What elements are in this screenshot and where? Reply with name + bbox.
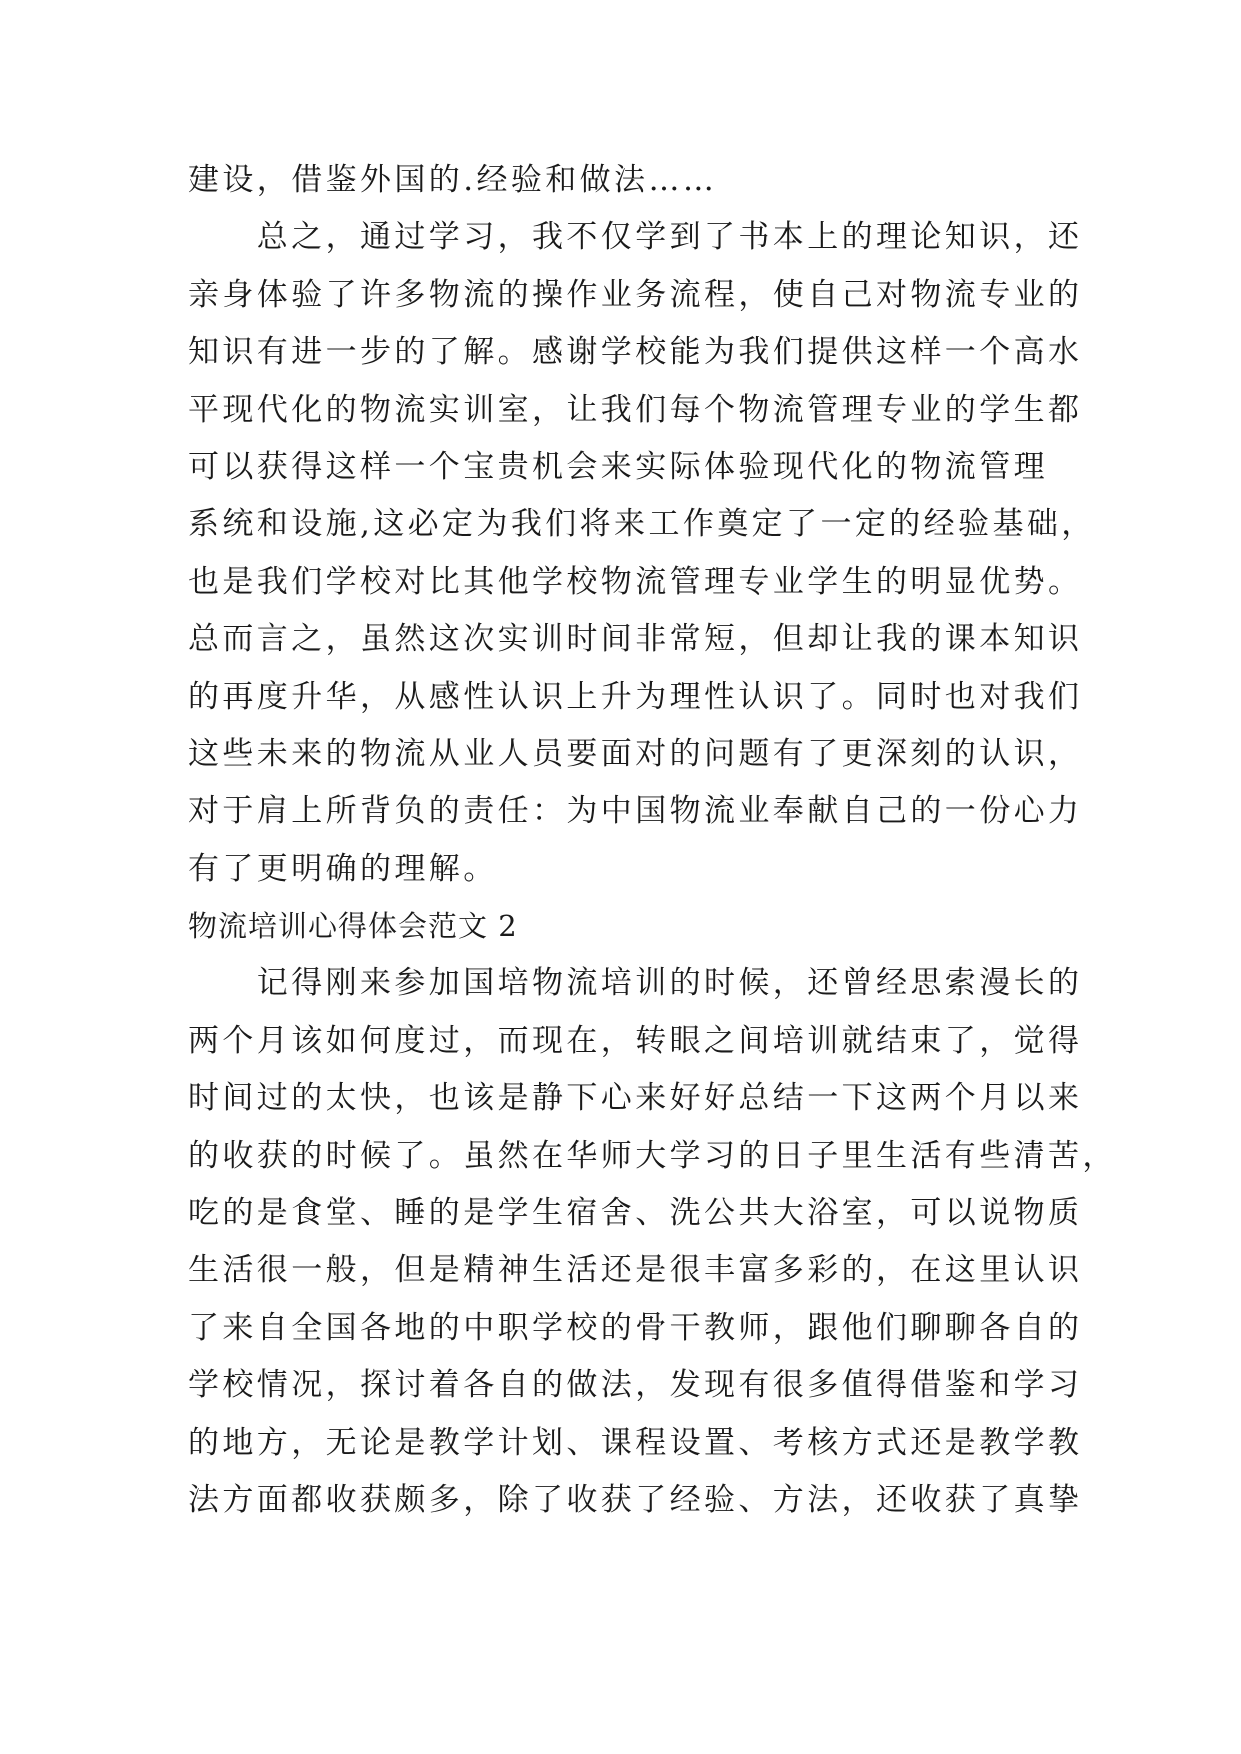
text-line: 也是我们学校对比其他学校物流管理专业学生的明显优势。 [188, 563, 1083, 600]
text-line: 建设，借鉴外国的.经验和做法…… [188, 162, 718, 198]
text-line: 学校情况，探讨着各自的做法，发现有很多值得借鉴和学习 [188, 1367, 1083, 1404]
text-line: 的收获的时候了。虽然在华师大学习的日子里生活有些清苦， [188, 1137, 1117, 1174]
text-line: 亲身体验了许多物流的操作业务流程，使自己对物流专业的 [188, 276, 1083, 313]
text-line: 了来自全国各地的中职学校的骨干教师，跟他们聊聊各自的 [188, 1309, 1083, 1346]
text-line: 有了更明确的理解。 [188, 850, 498, 887]
document-page [188, 152, 1117, 1529]
paragraph-start-line: 记得刚来参加国培物流培训的时候，还曾经思索漫长的 [188, 965, 1083, 1002]
text-line: 总而言之，虽然这次实训时间非常短，但却让我的课本知识 [188, 621, 1083, 658]
text-line: 的地方，无论是教学计划、课程设置、考核方式还是教学教 [188, 1424, 1083, 1461]
text-line: 系统和设施,这必定为我们将来工作奠定了一定的经验基础， [188, 506, 1096, 543]
text-line: 对于肩上所背负的责任：为中国物流业奉献自己的一份心力 [188, 793, 1083, 830]
paragraph-start-line: 总之，通过学习，我不仅学到了书本上的理论知识，还 [188, 219, 1083, 256]
text-line: 两个月该如何度过，而现在，转眼之间培训就结束了，觉得 [188, 1022, 1083, 1059]
text-line: 平现代化的物流实训室，让我们每个物流管理专业的学生都 [188, 391, 1083, 428]
section-heading: 物流培训心得体会范文 2 [188, 909, 518, 944]
text-line: 的再度升华，从感性认识上升为理性认识了。同时也对我们 [188, 678, 1083, 715]
text-line: 可以获得这样一个宝贵机会来实际体验现代化的物流管理 [188, 448, 1048, 485]
text-line: 生活很一般，但是精神生活还是很丰富多彩的，在这里认识 [188, 1252, 1083, 1289]
text-line: 时间过的太快，也该是静下心来好好总结一下这两个月以来 [188, 1080, 1083, 1117]
text-line: 这些未来的物流从业人员要面对的问题有了更深刻的认识， [188, 735, 1083, 772]
text-line: 法方面都收获颇多，除了收获了经验、方法，还收获了真挚 [188, 1481, 1083, 1518]
text-line: 吃的是食堂、睡的是学生宿舍、洗公共大浴室，可以说物质 [188, 1195, 1083, 1232]
text-line: 知识有进一步的了解。感谢学校能为我们提供这样一个高水 [188, 334, 1083, 371]
